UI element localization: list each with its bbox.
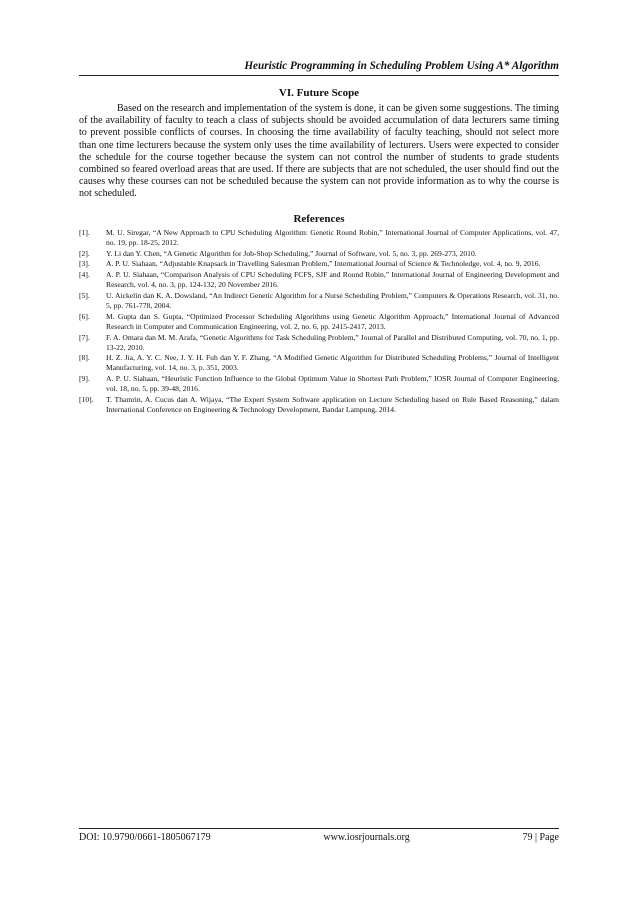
paragraph-text: Based on the research and implementation of the system is done, it can be given some suggestions. The timing of the availability of faculty to teach a class of subjects should be avoided accumulation of data lecturers same timing to prevent possible conflicts of courses. In choosing the time availability of faculty teaching, should not select more than one time lecturers because the system only uses the time availability of lecturers. Users were expected to consider the schedule for the course together because the system can not control the number of students to grade students combined so feared overload areas that are used. If there are subjects that are not scheduled, the user should find out the causes why these courses can not be scheduled because the system can not provide information as to why the course is not scheduled. bbox=[79, 103, 559, 200]
reference-text: Y. Li dan Y. Chen, “A Genetic Algorithm for Job-Shop Scheduling,” Journal of Software, vol. 5, no. 3, pp. 269-273, 2010. bbox=[106, 248, 477, 258]
reference-number: [8]. bbox=[79, 353, 90, 363]
reference-text: A. P. U. Siahaan, “Heuristic Function Influence to the Global Optimum Value in Shortest Path Problem,” IOSR Journal of Computer Engineering, vol. 18, no. 5, pp. 39-48, 2016. bbox=[106, 374, 559, 394]
reference-text: M. U. Siregar, “A New Approach to CPU Scheduling Algorithm: Genetic Round Robin,” International Journal of Computer Applications, vol. 47, no. 19, pp. 18-25, 2012. bbox=[106, 228, 559, 248]
reference-text: A. P. U. Siahaan, “Adjustable Knapsack in Travelling Salesman Problem,” International Journal of Science & Technoledge, vol. 4, no. 9, 2016. bbox=[106, 259, 541, 269]
reference-number: [5]. bbox=[79, 290, 90, 300]
footer-divider bbox=[79, 828, 559, 829]
reference-item bbox=[79, 270, 559, 290]
reference-text: T. Thamrin, A. Cucus dan A. Wijaya, “The Expert System Software application on Lecture Scheduling based on Rule Based Reasoning,” dalam International Conference on Engineering & Technology Development, Bandar Lampung, 2014. bbox=[106, 394, 559, 414]
reference-number: [2]. bbox=[79, 248, 90, 258]
references-title: References bbox=[293, 213, 345, 225]
reference-item bbox=[79, 333, 559, 353]
reference-item bbox=[79, 228, 559, 248]
reference-item bbox=[79, 353, 559, 373]
reference-item bbox=[79, 259, 559, 269]
reference-item bbox=[79, 291, 559, 311]
future-scope-paragraph bbox=[79, 103, 559, 201]
reference-item bbox=[79, 312, 559, 332]
reference-number: [1]. bbox=[79, 228, 90, 237]
reference-text: M. Gupta dan S. Gupta, “Optimized Processor Scheduling Algorithms using Genetic Algorithm Approach,” International Journal of Advanced Research in Computer and Communication Engineering, vol. 2, no. 6, pp. 2415-2417, 2013. bbox=[106, 311, 559, 331]
reference-number: [6]. bbox=[79, 311, 90, 321]
reference-list bbox=[79, 228, 559, 416]
reference-text: F. A. Omara dan M. M. Arafa, “Genetic Algorithms for Task Scheduling Problem,” Journal of Parallel and Distributed Computing, vol. 70, no. 1, pp. 13-22, 2010. bbox=[106, 332, 559, 352]
reference-number: [9]. bbox=[79, 374, 90, 384]
running-head: Heuristic Programming in Scheduling Problem Using A* Algorithm bbox=[244, 60, 559, 72]
reference-text: H. Z. Jia, A. Y. C. Nee, J. Y. H. Fuh dan Y. F. Zhang, “A Modified Genetic Algorithm for Distributed Scheduling Problems,” Journal of Intelligent Manufacturing, vol. 14, no. 3, p. 351, 2003. bbox=[106, 353, 559, 373]
reference-number: [7]. bbox=[79, 332, 90, 342]
section-title: VI. Future Scope bbox=[278, 87, 360, 99]
reference-text: U. Aickelin dan K. A. Dowsland, “An Indirect Genetic Algorithm for a Nurse Scheduling Problem,” Computers & Operations Research, vol. 31, no. 5, pp. 761-778, 2004. bbox=[106, 290, 559, 311]
reference-item bbox=[79, 249, 559, 259]
reference-number: [4]. bbox=[79, 270, 90, 280]
reference-text: A. P. U. Siahaan, “Comparison Analysis of CPU Scheduling FCFS, SJF and Round Robin,” International Journal of Engineering Development and Research, vol. 4, no. 3, pp. 124-132, 20 November 2016. bbox=[106, 270, 559, 290]
footer-page-number: 79 | Page bbox=[522, 832, 559, 843]
footer-doi: DOI: 10.9790/0661-1805067179 bbox=[79, 832, 211, 843]
reference-number: [3]. bbox=[79, 259, 90, 269]
reference-number: [10]. bbox=[79, 394, 94, 404]
page-footer bbox=[79, 832, 559, 843]
footer-website: www.iosrjournals.org bbox=[323, 832, 410, 843]
reference-item bbox=[79, 374, 559, 394]
reference-item bbox=[79, 395, 559, 415]
header-divider bbox=[79, 75, 559, 76]
